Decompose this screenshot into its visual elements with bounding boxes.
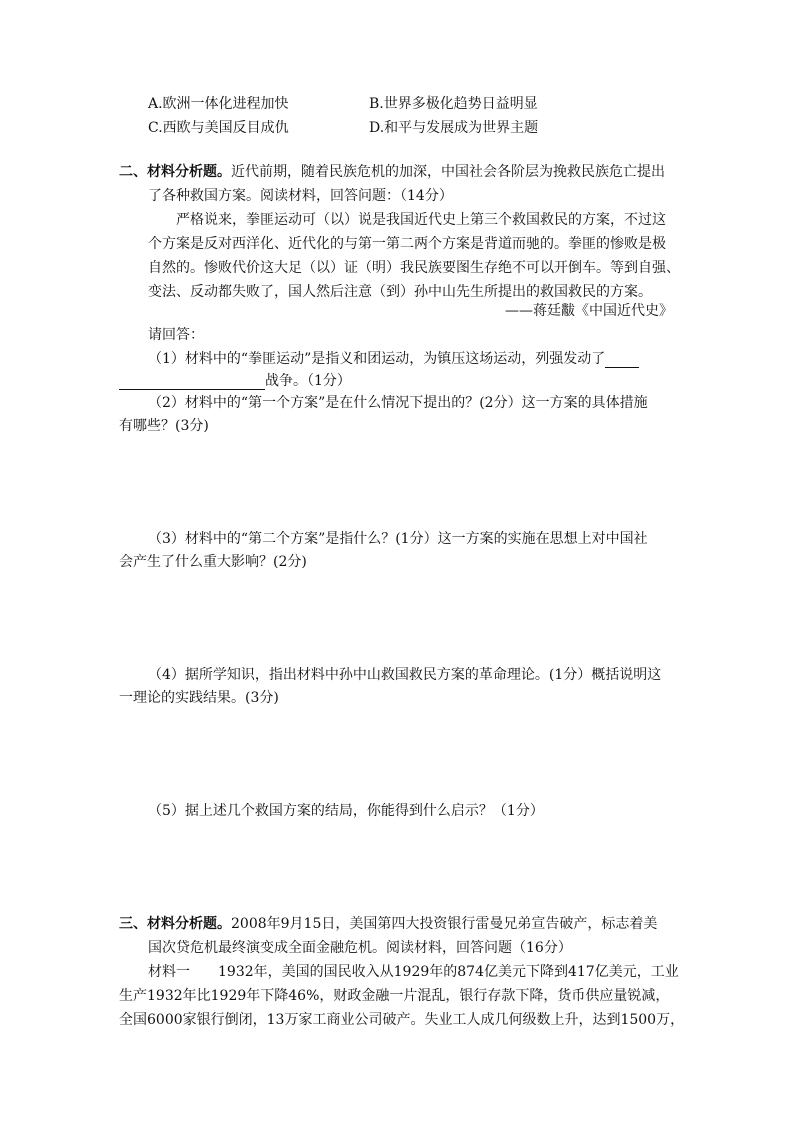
question-1-tail: 战争。（1分） (265, 373, 351, 389)
answer-blank-1-cont[interactable] (119, 375, 265, 390)
material-line-2: 个方案是反对西洋化、近代化的与第一第二两个方案是背道而驰的。拳匪的惨败是极 (148, 236, 666, 252)
section-3-intro-1: 2008年9月15日，美国第四大投资银行雷曼兄弟宣告破产，标志着美 (231, 916, 658, 932)
section-3-heading: 三、材料分析题。 (119, 916, 231, 932)
answer-area-3[interactable] (119, 576, 679, 656)
answer-area-2[interactable] (119, 440, 679, 520)
question-4: （4）据所学知识，指出材料中孙中山救国救民方案的革命理论。(1分）概括说明这 (148, 667, 662, 683)
question-1 (148, 350, 639, 368)
section-2-first-line (119, 163, 665, 181)
material-one-line-2: 生产1932年比1929年下降46%，财政金融一片混乱，银行存款下降，货币供应量锐减， (119, 988, 670, 1004)
material-one-line-3: 全国6000家银行倒闭，13万家工商业公司破产。失业工人成几何级数上升，达到1500万， (119, 1012, 685, 1028)
material-line-1: 严格说来，拳匪运动可（以）说是我国近代史上第三个救国救民的方案，不过这 (176, 212, 666, 228)
answer-area-4[interactable] (119, 712, 679, 792)
material-one-line-1 (148, 963, 679, 981)
option-d: D.和平与发展成为世界主题 (369, 120, 539, 136)
material-one-text-1: 1932年，美国的国民收入从1929年的874亿美元下降到417亿美元，工业 (218, 964, 679, 980)
question-3-cont: 会产生了什么重大影响？(2分) (119, 554, 307, 570)
material-line-3: 自然的。惨败代价这大足（以）证（明）我民族要图生存绝不可以开倒车。等到自强、 (148, 260, 680, 276)
section-3-intro-2: 国次贷危机最终演变成全面金融危机。阅读材料，回答问题（16分） (148, 940, 572, 956)
question-2: （2）材料中的“第一个方案”是在什么情况下提出的？(2分）这一方案的具体措施 (148, 395, 648, 411)
question-5: （5）据上述几个救国方案的结局，你能得到什么启示？（1分） (148, 803, 544, 819)
answer-blank-1[interactable] (605, 353, 639, 368)
section-2-intro-1: 近代前期，随着民族危机的加深，中国社会各阶层为挽救民族危亡提出 (231, 164, 665, 180)
question-1-text: （1）材料中的“拳匪运动”是指义和团运动，为镇压这场运动，列强发动了 (148, 351, 606, 367)
question-4-cont: 一理论的实践结果。(3分) (119, 690, 279, 706)
option-b: B.世界多极化趋势日益明显 (369, 96, 538, 112)
section-2-heading: 二、材料分析题。 (119, 164, 231, 180)
question-2-cont: 有哪些？(3分) (119, 418, 209, 434)
option-c: C.西欧与美国反目成仇 (148, 120, 289, 136)
option-a: A.欧洲一体化进程加快 (148, 96, 289, 112)
section-2-intro-2: 了各种救国方案。阅读材料，回答问题：（14分） (148, 188, 453, 204)
material-one-label: 材料一 (148, 964, 190, 980)
question-1-cont (119, 372, 351, 390)
question-3: （3）材料中的“第二个方案”是指什么？(1分）这一方案的实施在思想上对中国社 (148, 531, 648, 547)
answer-prompt: 请回答： (148, 327, 204, 343)
material-source: ——蒋廷黻《中国近代史》 (505, 303, 673, 319)
material-line-4: 变法、反动都失败了，国人然后注意（到）孙中山先生所提出的救国救民的方案。 (148, 284, 652, 300)
section-3-first-line (119, 915, 657, 933)
answer-area-5[interactable] (119, 826, 679, 906)
